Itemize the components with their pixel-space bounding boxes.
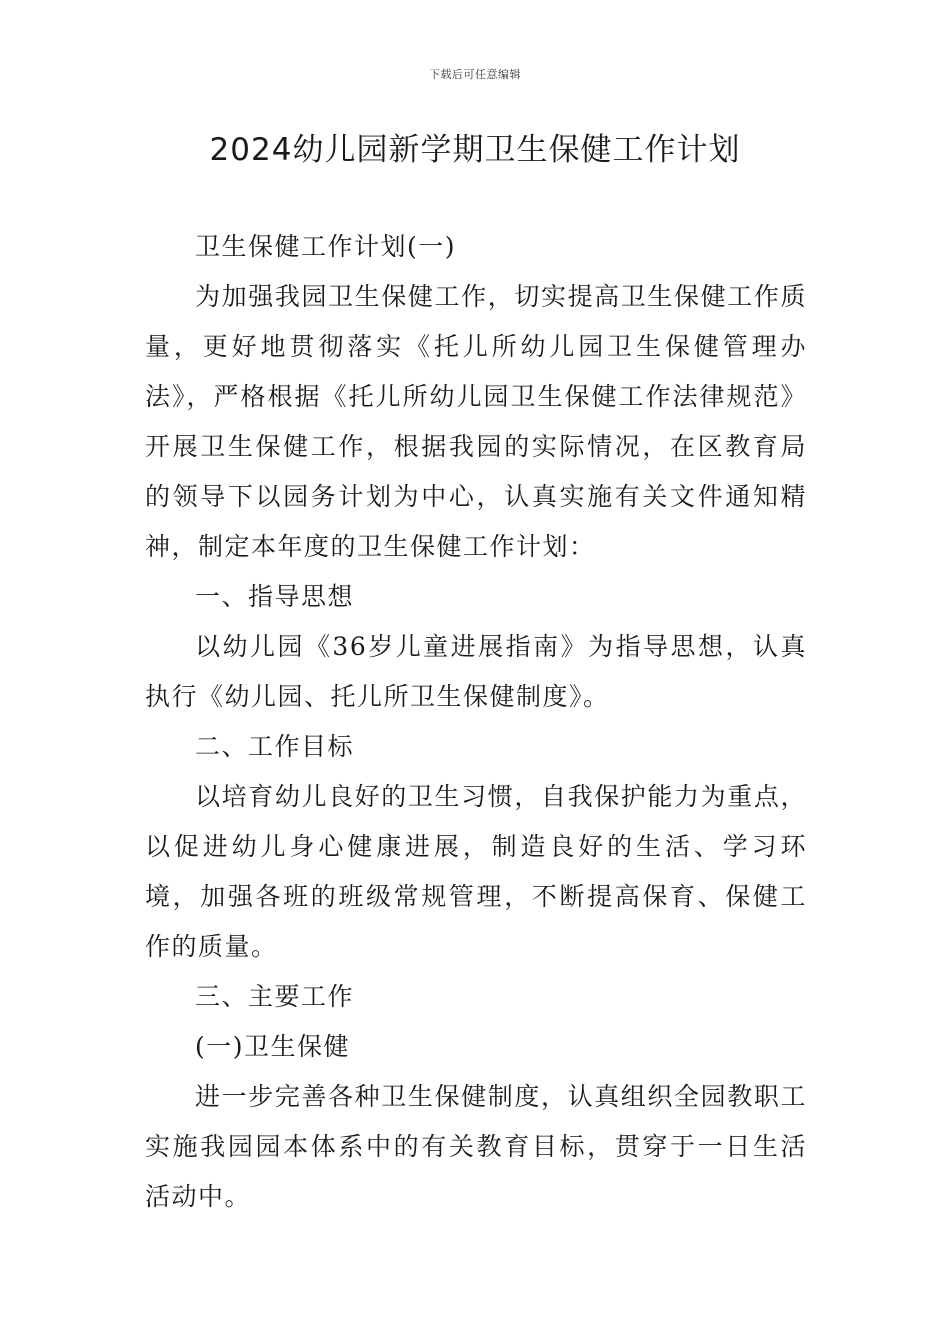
section-heading: 卫生保健工作计划(一)	[195, 232, 457, 261]
section-heading: 三、主要工作	[195, 982, 355, 1011]
header-note: 下载后可任意编辑	[429, 68, 521, 81]
body-paragraph: 以幼儿园《36岁儿童进展指南》为指导思想，认真执行《幼儿园、托儿所卫生保健制度》。	[145, 632, 807, 711]
section-heading: 一、指导思想	[195, 582, 355, 611]
document-title: 2024幼儿园新学期卫生保健工作计划	[209, 132, 741, 168]
body-paragraph: 以培育幼儿良好的卫生习惯，自我保护能力为重点，以促进幼儿身心健康进展，制造良好的生活、学习环境，加强各班的班级常规管理，不断提高保育、保健工作的质量。	[145, 782, 807, 961]
document-body	[145, 222, 807, 1222]
section-heading: 二、工作目标	[195, 732, 355, 761]
body-paragraph: 进一步完善各种卫生保健制度，认真组织全园教职工实施我园园本体系中的有关教育目标，贯穿于一日生活活动中。	[145, 1082, 807, 1211]
intro-paragraph: 为加强我园卫生保健工作，切实提高卫生保健工作质量，更好地贯彻落实《托儿所幼儿园卫生保健管理办法》，严格根据《托儿所幼儿园卫生保健工作法律规范》开展卫生保健工作，根据我园的实际情况，在区教育局的领导下以园务计划为中心，认真实施有关文件通知精神，制定本年度的卫生保健工作计划：	[145, 282, 807, 561]
subsection-heading: (一)卫生保健	[195, 1032, 351, 1061]
